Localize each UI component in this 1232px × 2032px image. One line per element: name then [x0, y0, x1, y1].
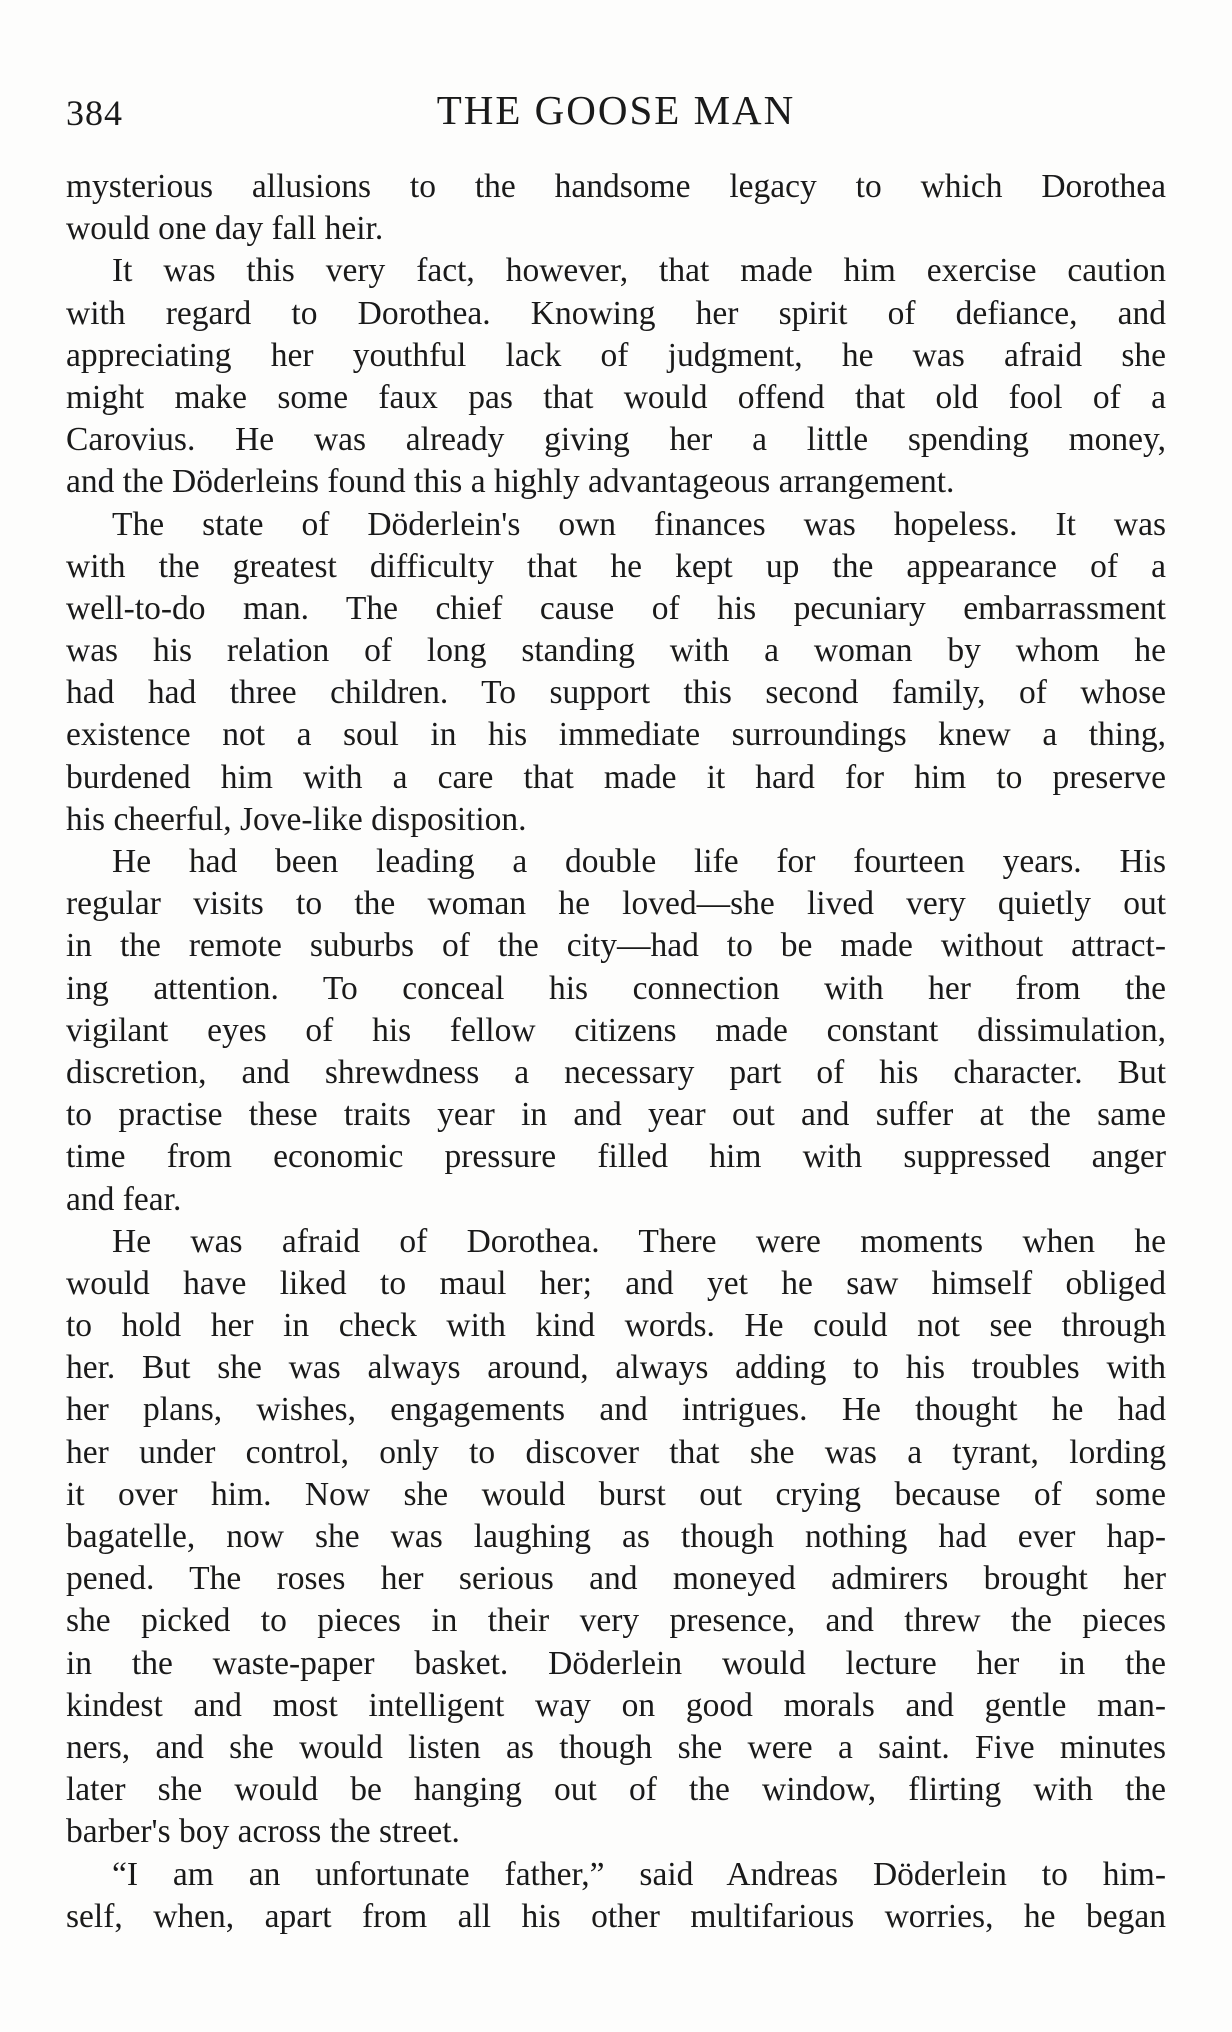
text-line: The state of Döderlein's own finances was hopeless. It was — [112, 505, 1166, 543]
text-line: it over him. Now she would burst out crying because of some — [66, 1475, 1166, 1513]
text-line: He was afraid of Dorothea. There were moments when he — [112, 1222, 1166, 1260]
page-number: 384 — [66, 93, 123, 133]
text-line: mysterious allusions to the handsome legacy to which Dorothea — [66, 168, 1166, 205]
text-line: had had three children. To support this second family, of whose — [66, 674, 1166, 712]
text-line: and the Döderleins found this a highly advantageous arrangement. — [66, 463, 955, 501]
text-line: would one day fall heir. — [66, 210, 384, 248]
text-line: ing attention. To conceal his connection with her from the — [66, 969, 1166, 1007]
text-line: burdened him with a care that made it hard for him to preserve — [66, 758, 1166, 796]
text-line: existence not a soul in his immediate surroundings knew a thing, — [66, 716, 1166, 754]
text-line: vigilant eyes of his fellow citizens made constant dissimulation, — [66, 1011, 1166, 1049]
text-line: was his relation of long standing with a woman by whom he — [66, 632, 1166, 670]
text-line: in the waste-paper basket. Döderlein would lecture her in the — [66, 1644, 1166, 1682]
text-line: pened. The roses her serious and moneyed admirers brought her — [66, 1560, 1166, 1598]
text-line: with the greatest difficulty that he kept up the appearance of a — [66, 547, 1166, 585]
text-line: regular visits to the woman he loved—she lived very quietly out — [66, 885, 1166, 923]
text-line: in the remote suburbs of the city—had to be made without attract- — [66, 927, 1166, 965]
text-line: and fear. — [66, 1180, 182, 1218]
text-line: discretion, and shrewdness a necessary part of his character. But — [66, 1053, 1166, 1091]
text-line: He had been leading a double life for fourteen years. His — [112, 843, 1166, 880]
text-line: later she would be hanging out of the window, flirting with the — [66, 1771, 1166, 1809]
text-line: would have liked to maul her; and yet he saw himself obliged — [66, 1264, 1166, 1302]
body-text — [66, 166, 1166, 1938]
text-line: self, when, apart from all his other multifarious worries, he began — [66, 1897, 1166, 1935]
text-line: her under control, only to discover that she was a tyrant, lording — [66, 1433, 1166, 1471]
text-line: she picked to pieces in their very presence, and threw the pieces — [66, 1602, 1166, 1640]
text-line: barber's boy across the street. — [66, 1813, 460, 1851]
page-header — [66, 86, 1166, 146]
text-line: to hold her in check with kind words. He could not see through — [66, 1307, 1166, 1345]
text-line: with regard to Dorothea. Knowing her spirit of defiance, and — [66, 294, 1166, 332]
text-line: might make some faux pas that would offend that old fool of a — [66, 378, 1166, 416]
text-line: her plans, wishes, engagements and intrigues. He thought he had — [66, 1391, 1166, 1429]
text-line: “I am an unfortunate father,” said Andreas Döderlein to him- — [112, 1855, 1166, 1893]
text-line: appreciating her youthful lack of judgment, he was afraid she — [66, 336, 1166, 374]
text-line: well-to-do man. The chief cause of his pecuniary embarrassment — [66, 589, 1166, 627]
text-line: her. But she was always around, always adding to his troubles with — [66, 1349, 1166, 1387]
text-line: bagatelle, now she was laughing as though nothing had ever hap- — [66, 1518, 1166, 1555]
text-line: to practise these traits year in and year out and suffer at the same — [66, 1096, 1166, 1134]
text-line: time from economic pressure filled him with suppressed anger — [66, 1138, 1166, 1176]
text-line: kindest and most intelligent way on good morals and gentle man- — [66, 1686, 1166, 1724]
text-line: It was this very fact, however, that made him exercise caution — [112, 252, 1166, 290]
text-line: his cheerful, Jove-like disposition. — [66, 800, 527, 838]
running-title: THE GOOSE MAN — [436, 87, 796, 133]
text-line: Carovius. He was already giving her a little spending money, — [66, 421, 1166, 459]
text-line: ners, and she would listen as though she were a saint. Five minutes — [66, 1728, 1166, 1766]
